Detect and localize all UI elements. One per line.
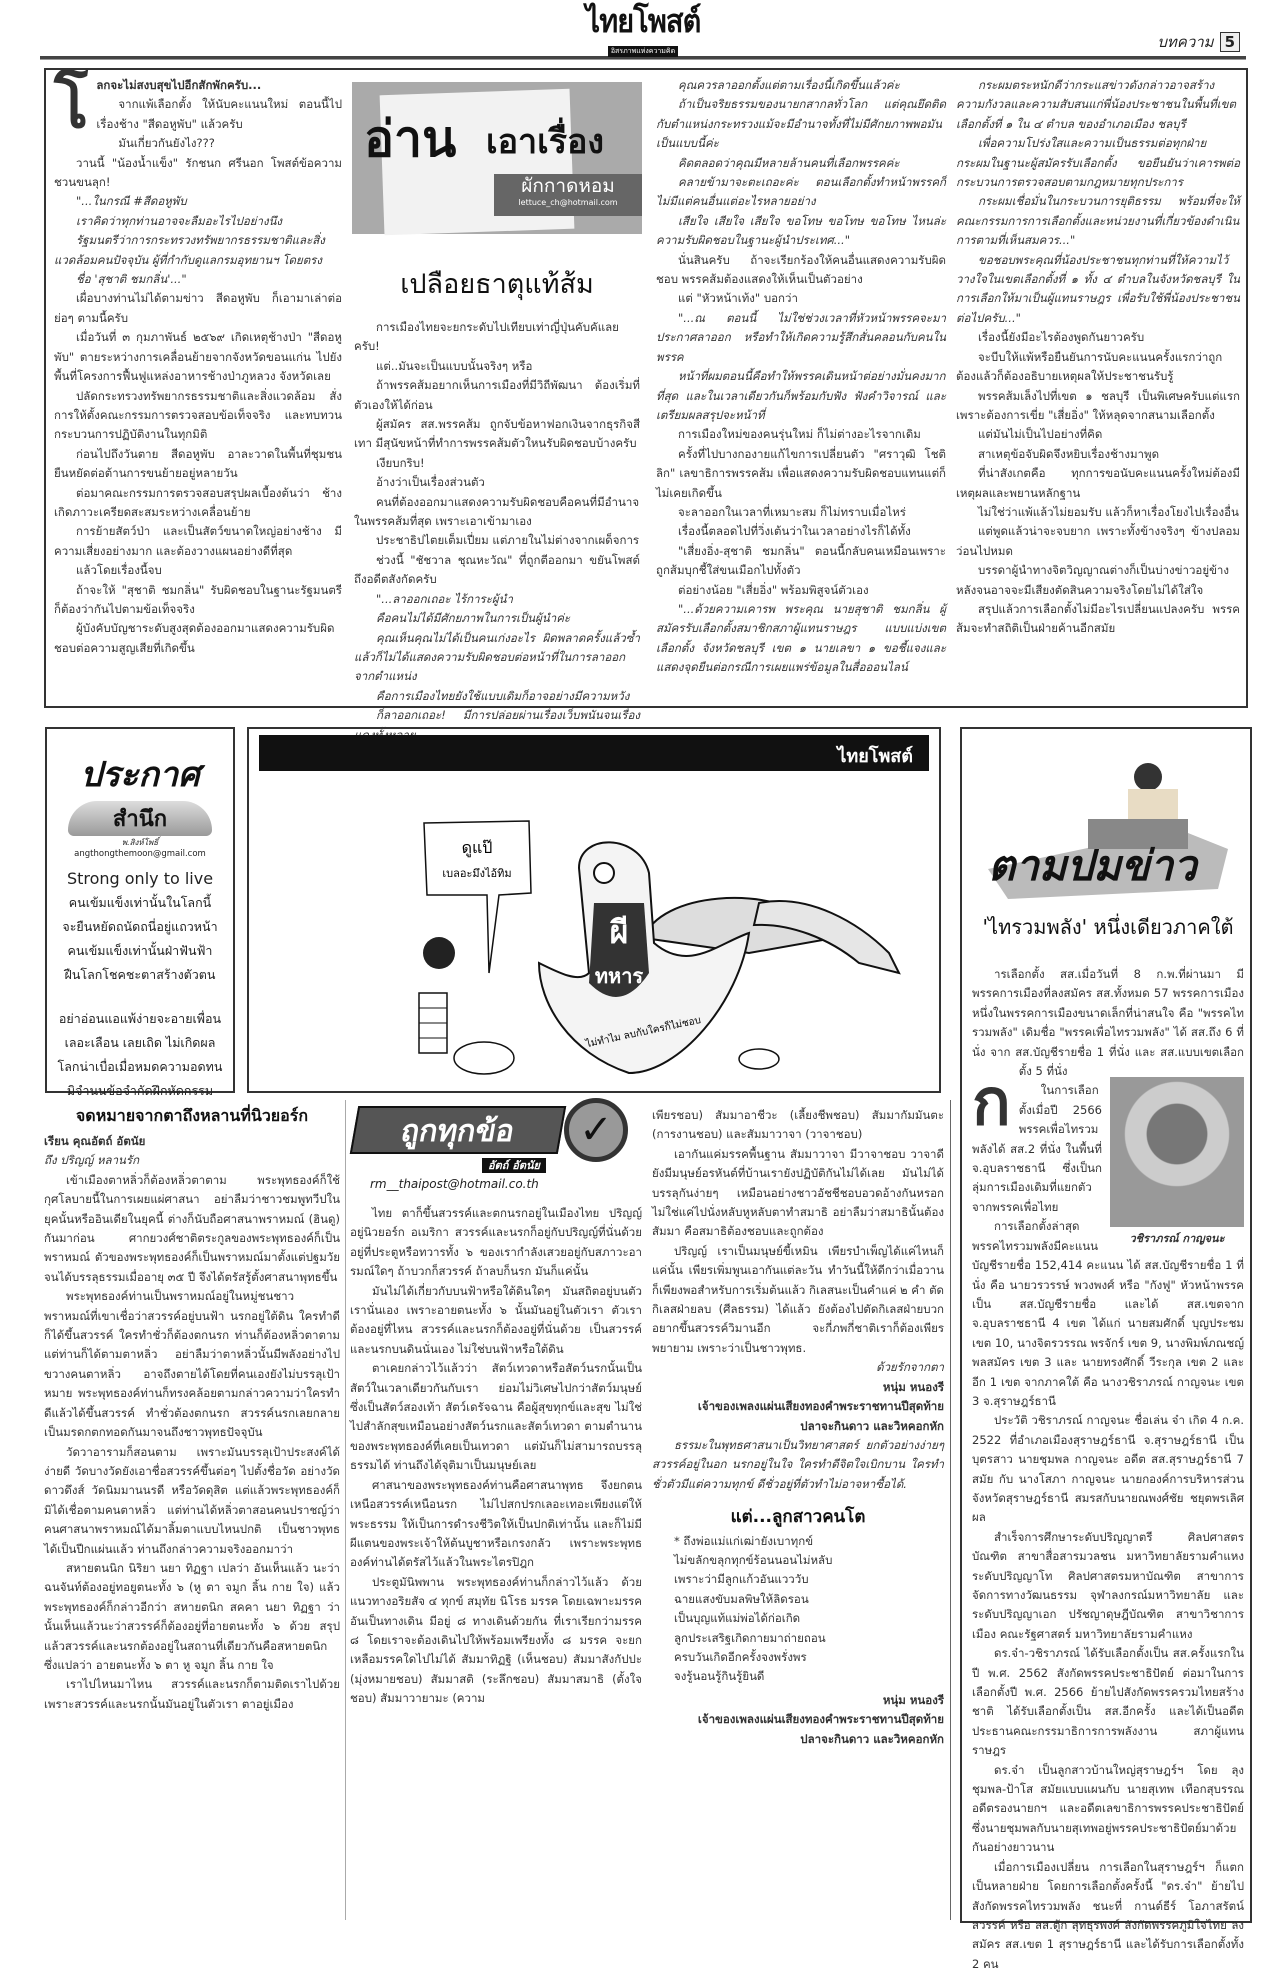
section-label — [1157, 30, 1240, 54]
axe-icon — [539, 842, 899, 1073]
paragraph: ประชาธิปไตยเต็มเปี่ยม แต่ภายในไม่ต่างจากเผด็จการ — [376, 533, 640, 548]
cartoon-drawing — [249, 773, 939, 1091]
paragraph: ชื่อ 'สุชาติ ชมกลิ่น'..." — [76, 272, 187, 287]
page-number: 5 — [1220, 32, 1240, 52]
paragraph: ไทย ตาก็ขึ้นสวรรค์และตกนรกอยู่ในเมืองไทย ปริญญ์อยู่นิวยอร์ก อเมริกา สวรรค์และนรกก็อยู่กับปริญญ์ที่นั่นด้วย อยู่ที่ประตูหรือทวารทั้ง ๖ ของเรากำลังเสวยอยู่กับสภาวะอารมณ์ใดๆ ถ้าบวกก็สวรรค์ ถ้าลบก็นรก มันก็แค่นั้น — [350, 1206, 642, 1279]
column-4 — [956, 76, 1240, 700]
text-line: ปลาจะกินดาว และวิหคอกหัก — [800, 1731, 944, 1746]
column-banner-read-ao-ruang — [352, 82, 642, 234]
editorial-cartoon — [247, 727, 941, 1093]
paragraph: มันไม่ได้เกี่ยวกับบนฟ้าหรือใต้ดินใดๆ มันสถิตอยู่บนตัวเรานั่นเอง เพราะอายตนะทั้ง ๖ นั้นมันอยู่ในตัวเรา ตัวเราต้องอยู่ที่ไหน สวรรค์และนรกก็ต้องอยู่ที่นั่นด้วย เป็นสวรรค์และนรกบนดินนั่นเอง ไม่ใช่บนฟ้าหรือใต้ดิน — [350, 1283, 642, 1356]
text-line: * ถึงพ่อแม่แก่เฒ่ายังเบาทุกข์ — [674, 1533, 814, 1548]
letter-title: จดหมายจากตาถึงหลานที่นิวยอร์ก — [75, 1106, 309, 1125]
axe-text-2: ทหาร — [594, 964, 644, 988]
column-logo-text: ตามปมข่าว — [988, 841, 1197, 890]
paragraph: ต่อมาคณะกรรมการตรวจสอบสรุปผลเบื้องต้นว่า ช้างเกิดภาวะเครียดสะสมระหว่างเคลื่อนย้าย — [54, 485, 342, 519]
poem-title: แต่...ลูกสาวคนโต — [730, 1507, 866, 1528]
paragraph: ที่น่าสังเกตคือ ทุกการขอนับคะแนนครั้งใหม่ต้องมีเหตุผลและพยานหลักฐาน — [956, 466, 1240, 500]
paragraph: พระพุทธองค์ท่านเป็นพราหมณ์อยู่ในหมู่ชนชาวพราหมณ์ที่เขาเชื่อว่าสวรรค์อยู่บนฟ้า นรกอยู่ใต้ดิน ใครทำดีก็ได้ขึ้นสวรรค์ ใครทำชั่วก็ต้องตกนรก ท่านก็ต้องหลิ่วตาตาม แต่ท่านก็ได้ตามตาหลิ่ว อย่าลืมว่าตาหลิ่วนั้นมีพลังอย่างไปขวางคนตาหลิ่ว อาจถึงตายได้โดยที่คนเองยังไม่บรรลุเป้าหมาย พระพุทธองค์ท่านก็ทรงคล้อยตามกล่าวความว่าใครทำดีแล้วได้ขึ้นสวรรค์ ทำชั่วต้องตกนรก สวรรค์นรกเลยกลายเป็นมรดกตกทอดกันมาจนถึงชาวพุทธปัจจุบัน — [44, 1289, 340, 1440]
text-line: อย่าอ่อนแอแพ้ง่ายจะอายเพื่อน — [58, 1011, 222, 1026]
poem-logo — [60, 747, 220, 859]
paragraph: ต่อย่างน้อย "เสี่ยอิ่ง" พร้อมพิสูจน์ตัวเอง — [678, 582, 869, 597]
paragraph: ผู้บังคับบัญชาระดับสูงสุดต้องออกมาแสดงความรับผิดชอบต่อความสูญเสียที่เกิดขึ้น — [54, 621, 335, 655]
paragraph: การย้ายสัตว์ป่า และเป็นสัตว์ขนาดใหญ่อย่างช้าง มีความเสี่ยงอย่างมาก และต้องวางแผนอย่างดีที่สุด — [54, 524, 342, 558]
poem-box — [45, 727, 235, 1098]
paragraph: ด้วยรักจากตา — [876, 1360, 944, 1375]
paragraph: เจ้าของเพลงแผ่นเสียงทองคำพระราชทานปีสุดท้าย — [697, 1399, 944, 1414]
thaipost-logo: ไทยโพสต์ — [585, 3, 701, 39]
paragraph: ศาสนาของพระพุทธองค์ท่านคือศาสนาพุทธ จึงยกตนเหนือสวรรค์เหนือนรก ไม่ไปสกปรกเลอะเทอะเพียงแต่ให้พระธรรม ให้เป็นการดำรงชีวิตให้เป็นปกติเท่านั้น และก็ไม่มีผีแตนของพระเจ้าให้ต้นบูชาหรือเกรงกลัว เพราะพระพุทธองค์ท่านได้ตรัสไว้แล้วในพระไตรปิฎก — [350, 1477, 642, 1570]
paragraph: พรรคส้มเล็งไปที่เขต ๑ ชลบุรี เป็นพิเศษครับแต่แรก เพราะต้องการเขี่ย "เสี่ยอิ่ง" ให้หลุดจากสนามเลือกตั้ง — [956, 388, 1240, 422]
author-strip — [494, 174, 642, 216]
masthead-tagline: อิสรภาพแห่งความคิด — [608, 46, 678, 57]
article-title: เปลือยธาตุแท้ส้ม — [400, 269, 594, 300]
paragraph: ถ้าจะให้ "สุชาติ ชมกลิ่น" รับผิดชอบในฐานะรัฐมนตรี ก็ต้องว่ากันไปตามข้อเท็จจริง — [54, 582, 342, 616]
paragraph: สาเหตุข้อจับผิดจึงหยิบเรื่องช้างมาพูด — [978, 446, 1160, 461]
tuk-tuk-kho-logo — [350, 1098, 640, 1198]
paragraph: ารเลือกตั้ง สส.เมื่อวันที่ 8 ก.พ.ที่ผ่านมา มีพรรคการเมืองที่ลงสมัคร สส.ทั้งหมด 57 พรรคการเมือง หนึ่งในพรรคการเมืองขนาดเล็กที่น่าสนใจ คือ "พรรคไทรวมพลัง" เดิมชื่อ "พรรคเพื่อไทรวมพลัง" ได้ สส.ถึง 6 ที่นั่ง จาก สส.บัญชีรายชื่อ 1 ที่นั่ง และ สส.แบบเขตเลือกตั้ง 5 ที่นั่ง — [972, 967, 1244, 1079]
photo-caption: วชิราภรณ์ กาญจนะ — [1129, 1232, 1225, 1245]
paragraph: ก่อนไปถึงวันตาย สีดอหูพับ อาละวาดในพื้นที่ชุมชน ยืนหยัดต่อต้านการขนย้ายอยู่หลายวัน — [54, 446, 342, 481]
paragraph: กระผมตระหนักดีว่ากระแสข่าวดังกล่าวอาจสร้างความกังวลและความสับสนแก่พี่น้องประชาชนในพื้นที่เขตเลือกตั้งที่ ๑ ใน ๔ ตำบล ของอำเภอเมือง ชลบุรี — [956, 78, 1236, 131]
banner-big-text: อ่าน — [364, 111, 457, 167]
paragraph: "เสี่ยงอิ่ง-สุชาติ ชมกลิ่น" ตอนนี้กลับคนเหมือนเพราะถูกส้มบุกชี้ใส่ขนเมือกไปทั้งตัว — [656, 543, 946, 578]
text-line: โลกน่าเบื่อเมื่อหมดความอดทน — [57, 1059, 223, 1074]
paragraph: คือการเมืองไทยยังใช้แบบเดิมก็อาจอย่างมีความหวัง — [376, 688, 630, 703]
paragraph: เรียน คุณอัตถ์ อัตนัย — [44, 1134, 146, 1148]
checkmark-icon: ✓ — [564, 1098, 628, 1162]
middle-column — [350, 1204, 642, 1918]
paragraph: เมื่อการเมืองเปลี่ยน การเลือกในสุราษฎร์ฯ ก็แตกเป็นหลายฝ่าย โดยการเลือกตั้งครั้งนี้ "ดร.จ๋า" ย้ายไปสังกัดพรรคไทรวมพลัง ชนะที่ กานต์ธีร์ โอภาสรัตน์สวรรค์ หรือ สส.ตู้ก สุทธุรพงศ์ สังกัดพรรคภูมิใจไทย ลงสมัคร สส.เขต 1 สุราษฎร์ธานี และได้รับการเลือกตั้งทั้ง 2 คน — [972, 1859, 1244, 1971]
paragraph: ปลาจะกินดาว และวิหคอกหัก — [800, 1418, 944, 1433]
column-3 — [656, 76, 946, 700]
poem-email: angthongthemoon@gmail.com — [74, 849, 206, 859]
paragraph: นั่นสินครับ ถ้าจะเรียกร้องให้คนอื่นแสดงความรับผิดชอบ พรรคส้มต้องแสดงให้เห็นเป็นตัวอย่าง — [656, 252, 946, 287]
poem-author: พ.สิงห์โพธิ์ — [121, 838, 159, 847]
logo-ribbon: สำนึก — [68, 801, 212, 836]
paragraph: การเมืองใหม่ของคนรุ่นใหม่ ก็ไม่ต่างอะไรจากเดิม — [678, 427, 921, 442]
column-2 — [354, 318, 640, 723]
paragraph: การเลือกตั้งล่าสุด พรรคไทรวมพลังมีคะแนนบัญชีรายชื่อ 152,414 คะแนน ได้ สส.บัญชีรายชื่อ 1 ที่นั่ง คือ นายวรวรรษ์ พวงพงศ์ หรือ "กังฟู" หัวหน้าพรรค เป็น สส.บัญชีรายชื่อ และได้ สส.เขตจาก จ.อุบลราชธานี 4 เขต ได้แก่ นายสมศักดิ์ บุญประชม เขต 10, นางจิตรวรรณ พรจักร์ เขต 9, นางพิมพ์ภณชญ์ พลสมัคร เขต 3 และ นายทรงศักดิ์ วีระกุล เขต 2 และอีก 1 เขต จากภาคใต้ คือ นางวชิราภรณ์ กาญจนะ เขต 3 จ.สุราษฎร์ธานี — [972, 1219, 1244, 1408]
paragraph: เรื่องนี้ตลอดไปที่วิ่งเต้นว่าในเวลาอย่างไรก็ได้ทั้ง — [678, 524, 911, 539]
author-email: lettuce_ch@hotmail.com — [518, 198, 618, 207]
text-line: เป็นบุญแท้แม่พ่อได้ก่อเกิด — [674, 1611, 801, 1626]
paragraph: ธรรมะในพุทธศาสนาเป็นวิทยาศาสตร์ ยกตัวอย่างง่ายๆ สวรรค์อยู่ในอก นรกอยู่ในใจ ใครทำดีจิตใจเบิกบาน ใครทำชั่วตัวมีแต่ความทุกข์ ดีชั่วอยู่ที่ตัวทำไม่อาจหาซื้อได้. — [652, 1437, 944, 1491]
paragraph: "...ด้วยความเคารพ พระคุณ นายสุชาติ ชมกลิ่น ผู้สมัครรับเลือกตั้งสมาชิกสภาผู้แทนราษฎร แบบแบ่งเขตเลือกตั้ง จังหวัดชลบุรี เขต ๑ นายเลขา ๑ ขอชี้แจงและแสดงจุดยืนต่อกรณีการเผยแพร่ข้อมูลในสื่อออนไลน์ — [656, 601, 946, 675]
column-logo — [978, 759, 1238, 899]
paragraph: แต่มันไม่เป็นไปอย่างที่คิด — [978, 427, 1103, 442]
paragraph: คนที่ต้องออกมาแสดงความรับผิดชอบคือคนที่มีอำนาจในพรรคส้มที่สุด เพราะเอาเข้ามาเอง — [354, 494, 640, 529]
paragraph: แต่..มันจะเป็นแบบนั้นจริงๆ หรือ — [376, 358, 533, 373]
paragraph: สหายตนนิก นิริยา นยา ทิฏฐา เปลว่า อันเห็นแล้ว นะว่าฉนจันท์ต้องอยู่ทอยูตนะทั้ง ๖ (หู ตา จมูก ลิ้น กาย ใจ) แล้วพระพุทธองค์ก็กล่าวอีกว่า สหายตนิก สคคา นยา ทิฏฐา ว่านั้นเห็นแล้วนะว่าสวรรค์ก็ต้องอยู่ที่อายตนะทั้ง ๖ ด้วย สรุปแล้วสวรรค์และนรกต้องอยู่ในสถานที่เดียวกันคือสหายตนิก ซึ่งแปลว่า อายตนะทั้ง ๖ ตา หู จมูก ลิ้น กาย ใจ — [44, 1560, 340, 1672]
paragraph: คิดตลอดว่าคุณมีหลายล้านคนที่เลือกพรรคค่ะ — [678, 155, 900, 170]
logo-script: ประกาศ — [80, 755, 200, 795]
paragraph: เราไปไหนมาไหน สวรรค์และนรกก็ตามติดเราไปด้วย เพราะสวรรค์และนรกนั้นมันอยู่ในตัวเรา ตาอยู่เมือง — [44, 1677, 340, 1711]
paragraph: ก็ลาออกเถอะ! มีการปล่อยผ่านเรื่องเว็บพนันจนเรื่อง — [376, 708, 640, 723]
paragraph: ผู้สมัคร สส.พรรคส้ม ถูกจับข้อหาฟอกเงินจากธุรกิจสีเทา มีสุนัขหน้าที่ทำการพรรคส้มตัวใหนรับผิดชอบบ้างครับ — [354, 417, 640, 451]
column-divider — [345, 1100, 346, 1920]
paragraph: จากแพ้เลือกตั้ง ให้นับคะแนนใหม่ ตอนนี้ไปเรื่องช้าง "สีดอหูพับ" แล้วครับ — [96, 97, 342, 131]
text-line: ฝืนโลกโชคชะตาสร้างตัวตน — [64, 967, 216, 982]
text-line: เลอะเลือน เลยเถิด ไม่เกิดผล — [64, 1035, 216, 1050]
paragraph: ประตูมันิพพาน พระพุทธองค์ท่านก็กล่าวไว้แล้ว ด้วยแนวทางอริยสัจ ๔ ทุกข์ สมุทัย นิโรธ มรรค โดยเฉพาะมรรคอันเป็นทางเดิน มีอยู่ ๘ ทางเดินด้วยกัน ที่เราเรียกว่ามรรค ๘ โดยเราจะต้องเดินไปให้พร้อมเพรียงทั้ง ๘ มรรค จะยกเหลือมรรคใดไปไม่ได้ สัมมาทิฏฐิ (เห็นชอบ) สัมมาสังกัปปะ (มุ่งหมายชอบ) สัมมาสติ (ระลึกชอบ) สัมมาสมาธิ (ตั้งใจชอบ) สัมมาวายามะ (ความ — [350, 1574, 642, 1706]
logo-text: ถูกทุกข้อ — [350, 1106, 566, 1154]
text-line: ฉายแสงขับมลพิษให้ลิดรอน — [674, 1591, 809, 1606]
author-name: ผักกาดหอม — [521, 175, 615, 197]
paragraph: วัดวาอารามก็สอนตาม เพราะมันบรรลุเป้าประสงค์ได้ง่ายดี วัดบางวัดยังเอาชื่อสวรรค์ขึ้นต่อๆ ไปตั้งชื่อวัด อย่างวัดดาวดึงส์ วัดนิมมานนรดี หรือวัดดุสิต แต่แล้วพระพุทธองค์ก็มิได้เชื่อตามคนตาหลิ่ว แต่ท่านได้หลิ่วตาสอนคนปราชญ์ว่าคนศาสนาพราหมณ์ได้มาลิ้มตาแบบไหนปกติ เป็นชาวพุทธได้เป็นปีกแผ่นแล้ว ท่านถึงกล่าวความจริงออกมาว่า — [44, 1444, 340, 1556]
axe-caption: ไม่ทำไม ลบกับใครก็ไม่ชอบ — [584, 1014, 702, 1051]
paragraph: เงียบกริบ! — [376, 455, 425, 470]
paragraph: คุณเห็นคุณไม่ได้เป็นคนเก่งอะไร ผิดพลาดครั้งแล้วซ้ำแล้วก็ไม่ได้แสดงความรับผิดชอบต่อหน้าที่ในการลาออกจากตำแหน่ง — [354, 630, 640, 684]
tam-pom-khao-box — [960, 727, 1252, 1971]
paragraph: แล้วโดยเรื่องนี้จบ — [76, 563, 162, 578]
paragraph: เรื่องนี้ยังมีอะไรต้องพูดกันยาวครับ — [978, 330, 1145, 345]
paragraph: คือคนไม่ได้มีศักยภาพในการเป็นผู้นำค่ะ — [376, 611, 571, 626]
axe-text-1: ผี — [609, 913, 629, 951]
paragraph: ปริญญ์ เราเป็นมนุษย์ขี้เหมิน เพียรบำเพ็ญได้แค่ไหนก็แค่นั้น เพียรเพิ่มพูนเอากันแต่ละวัน ทำวันนี้ให้ดีกว่าเมื่อวาน ก็เพียงพอสำหรับการเริ่มต้นแล้ว กิเลสนะเป็นคำแค่ ๒ คำ ตัดกิเลสฝ่ายลบ (ศีลธรรม) ได้แล้ว ยังต้องไปตัดกิเลสฝ่ายบวกอยากขึ้นสวรรค์วิมานอีก จะกี่ภพกี่ชาติเราก็ต้องเพียรพยายาม เพราะว่าเป็นชาวพุทธ. — [652, 1243, 945, 1355]
paragraph: หนุ่ม หนองรี — [882, 1379, 944, 1394]
paragraph: เสียใจ เสียใจ เสียใจ ขอโทษ ขอโทษ ขอโทษ ไหนล่ะความรับผิดชอบในฐานะผู้นำประเทศ..." — [656, 213, 946, 248]
paragraph: การเมืองไทยจะยกระดับไปเทียบเท่าญี่ปุ่นคับคัแลยครับ! — [354, 320, 619, 354]
letter-body — [44, 1132, 340, 1918]
paragraph: คลายข้ามาจะตะเถอะค่ะ ตอนเลือกตั้งทำหน้าพรรคก็ไม่มีแต่คนอื่นแต่อะไรหลายอย่าง — [656, 175, 946, 209]
paragraph: แต่ "หัวหน้าเท้ง" บอกว่า — [678, 291, 798, 306]
paragraph: เพื่อความโปร่งใสและความเป็นธรรมต่อทุกฝ่าย กระผมในฐานะผู้สมัครรับเลือกตั้ง ขอยืนยันว่าเคารพต่อกระบวนการตรวจสอบตามกฎหมายทุกประการ — [956, 136, 1240, 190]
portrait-photo — [1110, 1077, 1244, 1227]
right-box-border — [950, 1100, 951, 1920]
text-line: จงรู้นอนรู้กินรู้ยินดี — [674, 1669, 765, 1684]
paragraph: ครั้งที่ไปบางกองายแก้ไขการเปลี่ยนตัว "ศราวุฒิ โชติลิก" เลขาธิการพรรคส้ม เพื่อแสดงความรับผิดชอบแทนแต่ก็ไม่เคยเกิดขึ้น — [656, 446, 946, 500]
paragraph: "...ลาออกเถอะ ไร้การะผู้นำ — [376, 591, 513, 606]
paragraph: เมื่อวันที่ ๓ กุมภาพันธ์ ๒๕๖๙ เกิดเหตุช้างป่า "สีดอหูพับ" ตายระหว่างการเคลื่อนย้ายจากจังหวัดขอนแก่น ไปยังพื้นที่โครงการฟื้นฟูแหล่งอาหารช้างป่าภูหลวง จังหวัดเลย — [54, 330, 342, 384]
speech-line-1: ดูแป๊ — [461, 838, 493, 857]
portrait-figure — [1110, 1077, 1244, 1247]
paragraph: "...ในกรณี #สีดอหูพับ — [76, 194, 187, 209]
paragraph: ในการเลือกตั้งเมื่อปี 2566 พรรคเพื่อไทรวมพลังได้ สส.2 ที่นั่ง ในพื้นที่ จ.อุบลราชธานี ซึ่งเป็นกลุ่มการเมืองเดิมที่แยกตัวจากพรรคเพื่อไทย — [972, 1083, 1102, 1214]
logo-email: rm__thaipost@hotmail.co.th — [370, 1177, 539, 1191]
paragraph: รัฐมนตรีว่าการกระทรวงทรัพยากรธรรมชาติและสิ่งแวดล้อมคนปัจจุบัน ผู้ที่กำกับดูแลกรมอุทยานฯ โดยตรง — [54, 233, 325, 267]
paragraph: แต่พูดแล้วน่าจะจบยาก เพราะทั้งข้างจริงๆ ข้างปลอม ว่อนไปหมด — [956, 524, 1240, 558]
paragraph: ลกจะไม่สงบสุขไปอีกสักพักครับ... — [96, 78, 262, 92]
paragraph: เอากันแค่มรรคพื้นฐาน สัมมาวาจา มีวาจาชอบ วาจาดี ยังมีมนุษย์อรหันต์ที่บ้านเรายังปฏิบัติกันไม่ได้เลย มันไม่ได้บรรลุกันง่ายๆ เหมือนอย่างชาวอัชชีชอบอวดอ้างกันหรอก ไม่ใช่แค่ไปนั่งหลับหูหลับตาทำสมาธิ อย่าลืมว่าสมาธินั้นต้องสัมมา คือสมาธิต้องชอบและถูกต้อง — [652, 1146, 944, 1239]
text-line: ครบวันเกิดอีกครั้งจงพรั่งพร — [674, 1649, 807, 1664]
paragraph: ถ้าพรรคส้มอยากเห็นการเมืองที่มีวิถีพัฒนา ต้องเริ่มที่ตัวเองให้ได้ก่อน — [354, 378, 640, 412]
cartoon-brand: ไทยโพสต์ — [837, 746, 913, 767]
paragraph: อ้างว่าเป็นเรื่องส่วนตัว — [376, 475, 485, 490]
paragraph: ถ้าเป็นจริยธรรมของนายกสากลทั่วโลก แต่คุณยึดติดกับตำแหน่งกระทรวงแม้จะมีอำนาจทั้งที่ไม่มีศักยภาพพอมันเป็นแบบนี้ค่ะ — [656, 97, 946, 151]
text-line: ไม่ขลักขลุกทุกข์ร้อนนอนไม่หลับ — [674, 1552, 833, 1567]
paragraph: มันเกี่ยวกันยังไง??? — [118, 136, 215, 151]
paragraph: เพียรชอบ) สัมมาอาชีวะ (เลี้ยงชีพชอบ) สัมมากัมมันตะ (การงานชอบ) และสัมมาวาจา (วาจาชอบ) — [652, 1108, 944, 1142]
text-line: มิจำนนข้อจำกัดฝึกหัดกรรม — [66, 1083, 214, 1098]
paragraph: "...ณ ตอนนี้ ไม่ใช่ช่วงเวลาที่หัวหน้าพรรคจะมาประกาศลาออก หรือทำให้เกิดความรู้สึกสั่นคลอนกับคนในพรรค — [656, 310, 946, 364]
article-title: 'ไทรวมพลัง' หนึ่งเดียวภาคใต้ — [982, 915, 1234, 939]
paragraph: เข้าเมืองตาหลิ่วก็ต้องหลิ่วตาตาม พระพุทธองค์ก็ใช้กุศโลบายนี้ในการเผยแผ่ศาสนา อย่าลืมว่าชาวชมพูทวีปในยุคนั้นหรืออินเดียในยุคนี้ ต่างก็นับถือศาสนาพราหมณ์ (ฮินดู) กันมาก่อน ศากยวงศ์ชาติตระกูลของพระพุทธองค์ก็เป็นพราหมณ์ ตัวของพระพุทธองค์ก็เป็นพราหมณ์มาตั้งแต่ปฐมวัย จนได้บรรลุธรรมเมื่ออายุ ๓๕ ปี จึงได้ตรัสรู้ตั้งศาสนาพุทธขึ้น — [44, 1172, 340, 1284]
paragraph: คุณควรลาออกตั้งแต่ตามเรื่องนี้เกิดขึ้นแล้วค่ะ — [678, 78, 900, 92]
paragraph: ช่วงนี้ "ชัชวาล ชุณหะวัณ" ที่ถูกตีออกมา ขยันโพสต์ถึงอดีตสังกัดครับ — [354, 552, 640, 587]
paragraph: ดร.จ๋า-วชิราภรณ์ ได้รับเลือกตั้งเป็น สส.ครั้งแรกใน ปี พ.ศ. 2562 สังกัดพรรคประชาธิปัตย์ ต่อมาในการเลือกตั้งปี พ.ศ. 2566 ย้ายไปสังกัดพรรครวมไทยสร้างชาติ ได้รับเลือกตั้งเป็น สส.อีกครั้ง และได้เป็นอดีตประธานคณะกรรมาธิการการพลังงาน สภาผู้แทนราษฎร — [972, 1646, 1244, 1758]
paragraph: ขอชอบพระคุณที่น้องประชาชนทุกท่านที่ให้ความไว้วางใจในเขตเลือกตั้งที่ ๑ ทั้ง ๔ ตำบลในจังหวัดชลบุรี ในการเลือกให้มาเป็นผู้แทนราษฎร เพื่อรับใช้พี่น้องประชาชนต่อไปครับ..." — [956, 252, 1240, 325]
text-line: จะยืนหยัดถนัดถนี่อยู่แถวหน้า — [62, 919, 218, 934]
text-line: เพราะว่ามีลูกแก้วอันแวววับ — [674, 1572, 809, 1587]
text-line: เจ้าของเพลงแผ่นเสียงทองคำพระราชทานปีสุดท้าย — [697, 1712, 944, 1727]
paragraph: สำเร็จการศึกษาระดับปริญญาตรี ศิลปศาสตรบัณฑิต สาขาสื่อสารมวลชน มหาวิทยาลัยรามคำแหง ระดับปริญญาโท ศิลปศาสตรมหาบัณฑิต สาขาการจัดการทางวัฒนธรรม จุฬาลงกรณ์มหาวิทยาลัย และระดับปริญญาเอก ปรัชญาดุษฎีบัณฑิต สาขาวิชาการเมือง คณะรัฐศาสตร์ มหาวิทยาลัยรามคำแหง — [972, 1529, 1244, 1641]
cartoon-header-bar — [259, 735, 929, 771]
banner-small-text: เอาเรื่อง — [486, 123, 605, 161]
paragraph: หน้าที่ผมตอนนี้คือทำให้พรรคเดินหน้าต่อย่างมั่นคงมากที่สุด และในเวลาเดียวกันก็พร้อมกับฟัง ฟังคำวิจารณ์ และเตรียมผลสรุปจะหน้าที่ — [656, 369, 946, 422]
drop-cap: โ — [54, 68, 89, 143]
text-line: คนเข้มแข็งเท่านั้นฝ่าฟันฟ้า — [67, 943, 213, 958]
english-line: Strong only to live — [66, 869, 214, 888]
logo-author: อัตถ์ อัตนัย — [482, 1158, 546, 1173]
paragraph: วานนี้ "น้องน้ำแข็ง" รักชนก ศรีนอก โพสต์ข้อความ ชวนขนลุก! — [54, 155, 342, 190]
paragraph: ปลัดกระทรวงทรัพยากรธรรมชาติและสิ่งแวดล้อม สั่งการให้ตั้งคณะกรรมการตรวจสอบข้อเท็จจริง และทบทวนกระบวนการปฏิบัติงานในทุกมิติ — [54, 388, 342, 442]
poem-lines — [47, 867, 233, 1103]
column-1 — [54, 68, 342, 700]
paragraph: ประวัติ วชิราภรณ์ กาญจนะ ชื่อเล่น จ๋า เกิด 4 ก.ค. 2522 ที่อำเภอเมืองสุราษฎร์ธานี จ.สุราษฎร์ธานี เป็นบุตรสาว นายชุมพล กาญจนะ อดีต สส.สุราษฎร์ธานี 7 สมัย กับ นางโสภา กาญจนะ นายกองค์การบริหารส่วนจังหวัดสุราษฎร์ธานี สมรสกับนายณพงศ์ชัย ชยุตพรเลิศผล — [972, 1413, 1244, 1525]
paragraph: ดร.จ๋า เป็นลูกสาวบ้านใหญ่สุราษฎร์ฯ โดย ลุงชุมพล-ป้าโส สมัยแบบแผนกับ นายสุเทพ เทือกสุบรรณ อดีตรองนายกฯ และอดีตเลขาธิการพรรคประชาธิปัตย์ ซึ่งนายชุมพลกับนายสุเทพอยู่พรรคประชาธิปัตย์มาด้วยกันอย่างยาวนาน — [972, 1762, 1244, 1855]
paragraph: จะลาออกในเวลาที่เหมาะสม ก็ไม่ทราบเมื่อไหร่ — [678, 504, 906, 519]
section-name: บทความ — [1157, 33, 1214, 51]
paragraph: เราคิดว่าทุกท่านอาจจะลืมอะไรไปอย่างนึง — [76, 213, 283, 228]
drop-cap: ก — [972, 1065, 1011, 1140]
right-article-body — [972, 965, 1244, 1971]
paragraph: กระผมเชื่อมั่นในกระบวนการยุติธรรม พร้อมที่จะให้คณะกรรมการการเลือกตั้งและหน่วยงานที่เกี่ยวข้องดำเนินการตามที่เห็นสมควร..." — [956, 194, 1240, 248]
masthead — [560, 4, 726, 57]
paragraph: ตาเคยกล่าวไว้แล้วว่า สัตว์เทวดาหรือสัตว์นรกนั้นเป็นสัตว์ในเวลาเดียวกันกับเรา ย่อมไม่วิเศษไปกว่าสัตว์มนุษย์ ซึ่งเป็นสัตว์สองเท้า สัตว์เดรัจฉาน คือผู้สุขทุกข์และสุข ไม่ใช่ไปสำลักสุขเหมือนอย่างสัตว์นรกและสัตว์เทวดา ตามตำนานของพระพุทธองค์ที่เคยเป็นเทวดา แต่มันก็ไม่สามารถบรรลุธรรมได้ ท่านถึงได้จุติมาเป็นมนุษย์เลย — [350, 1361, 642, 1473]
paragraph: เผื่อบางท่านไม่ได้ตามข่าว สีดอหูพับ ก็เอามาเล่าต่อย่อๆ ตามนี้ครับ — [54, 291, 342, 325]
paragraph: สรุปแล้วการเลือกตั้งไม่มีอะไรเปลี่ยนแปลงครับ พรรคส้มจะทำสถิติเป็นฝ่ายค้านอีกสมัย — [956, 601, 1240, 636]
paragraph: บรรดาผู้นำทางจิตวิญญาณต่างก็เป็นบ่างข่าวอยู่ข้างหลังจนอาจจะมีเสียงตัดสินความจริงโดยไม่ได้ใส่ใจ — [956, 563, 1230, 597]
text-line: คนเข้มแข็งเท่านั้นในโลกนี้ — [68, 895, 212, 910]
speech-line-2: เบลอะมึงไอ้ทิม — [442, 867, 512, 880]
paragraph: ไม่ใช่ว่าแพ้แล้วไม่ยอมรับ แล้วก็หาเรื่องโยงไปเรื่องอื่น — [978, 504, 1239, 519]
paragraph: จะบีบให้แพ้หรือยืนยันการนับคะแนนครั้งแรกว่าถูกต้องแล้วก็ต้องอธิบายเหตุผลให้ประชาชนรับรู้ — [956, 349, 1223, 384]
paragraph: ถึง ปริญญ์ หลานรัก — [44, 1153, 140, 1168]
third-column — [652, 1106, 944, 1918]
text-line: หนุ่ม หนองรี — [882, 1692, 944, 1707]
text-line: ลูกประเสริฐเกิดกายมาถ่ายถอน — [674, 1630, 826, 1645]
